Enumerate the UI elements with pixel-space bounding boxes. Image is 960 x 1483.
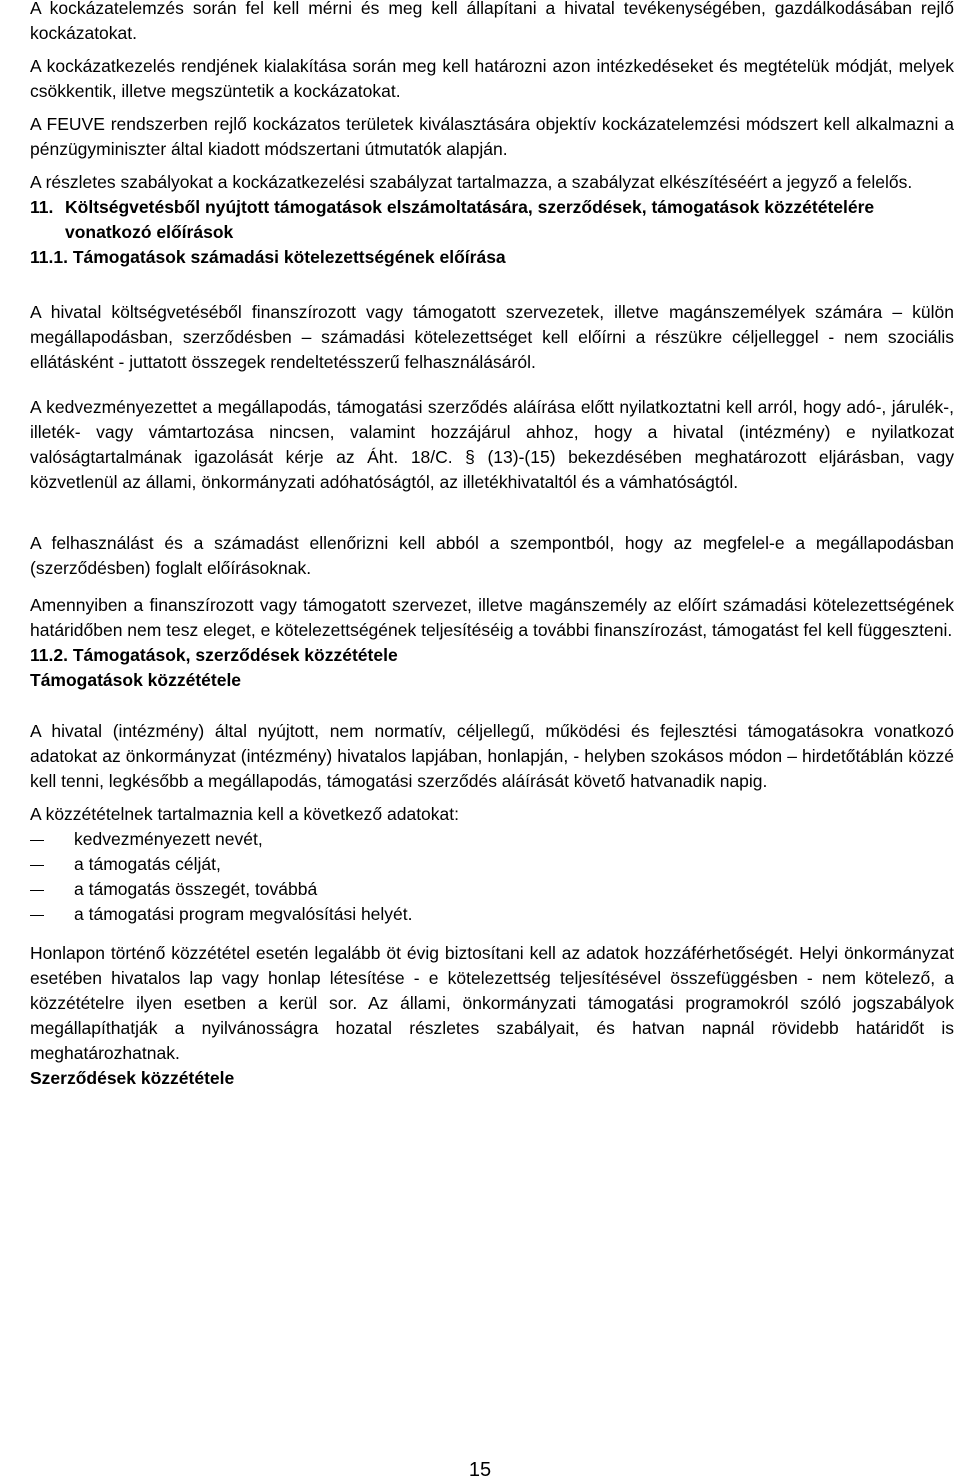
section-11-number: 11. bbox=[30, 197, 54, 217]
paragraph-risk-assessment: A kockázatelemzés során fel kell mérni és meg kell állapítani a hivatal tevékenységében, gazdálkodásában rejlő kockázatokat. bbox=[30, 0, 954, 43]
paragraph-grants-publication: A hivatal (intézmény) által nyújtott, nem normatív, céljellegű, működési és fejlesztési támogatásokra vonatkozó adatokat az önkormányzat (intézmény) hivatalos lapjában, honlapján, - helyben szokásos módon – hirdetőtáblán közzé kell tenni, legkésőbb a megállapodás, támogatási szerződés aláírását követő hatvanadik napig. bbox=[30, 721, 954, 791]
list-item: a támogatási program megvalósítási helyét. bbox=[74, 904, 413, 924]
list-item: a támogatás célját, bbox=[74, 854, 221, 874]
paragraph-website-publication: Honlapon történő közzététel esetén legalább öt évig biztosítani kell az adatok hozzáférhetőségét. Helyi önkormányzat esetében hivatalos lap vagy honlap létesítése - e kötelezettség teljesítésével összefüggésben - nem kötelező, a közzétételre ilyen esetben a kerül sor. Az állami, önkormányzati támogatási programokról szóló jogszabályok megállapíthatják a nyilvánosságra hozatal részletes szabályait, és hatvan napnál rövidebb határidőt is meghatározhatnak. bbox=[30, 943, 954, 1063]
section-11-2-heading: 11.2. Támogatások, szerződések közzététele bbox=[30, 645, 398, 665]
paragraph-detailed-rules: A részletes szabályokat a kockázatkezelési szabályzat tartalmazza, a szabályzat elkészítéséért a jegyző a felelős. bbox=[30, 172, 913, 192]
paragraph-accounting-obligation: A hivatal költségvetéséből finanszírozott vagy támogatott szervezetek, illetve magánszemélyek számára – külön megállapodásban, szerződésben – számadási kötelezettséget kell előírni a részükre céljelleggel - nem szociális ellátásként - juttatott összegek rendeltetésszerű felhasználásáról. bbox=[30, 302, 954, 372]
paragraph-beneficiary-declaration: A kedvezményezettet a megállapodás, támogatási szerződés aláírása előtt nyilatkoztatni kell arról, hogy adó-, járulék-, illeték- vagy vámtartozása nincsen, valamint hozzájárul ahhoz, hogy a hivatal (intézmény) e nyilatkozat valóságtartalmának igazolását kérje az Áht. 18/C. § (13)-(15) bekezdésében meghatározott eljárásban, vagy közvetlenül az állami, önkormányzati adóhatóságtól, az illetékhivataltól és a vámhatóságtól. bbox=[30, 397, 954, 492]
section-11-heading bbox=[30, 195, 954, 245]
required-data-list bbox=[30, 827, 954, 927]
paragraph-suspension: Amennyiben a finanszírozott vagy támogatott szervezet, illetve magánszemély az előírt számadási kötelezettségének határidőben nem tesz eleget, e kötelezettségének teljesítéséig a további finanszírozást, támogatást fel kell függeszteni. bbox=[30, 595, 954, 640]
paragraph-usage-check: A felhasználást és a számadást ellenőrizni kell abból a szempontból, hogy az megfelel-e a megállapodásban (szerződésben) foglalt előírásoknak. bbox=[30, 533, 954, 578]
subheading-contracts-publication: Szerződések közzététele bbox=[30, 1068, 235, 1088]
section-11-1-heading: 11.1. Támogatások számadási kötelezettségének előírása bbox=[30, 247, 506, 267]
paragraph-risk-management: A kockázatkezelés rendjének kialakítása során meg kell határozni azon intézkedéseket és megtételük módját, melyek csökkentik, illetve megszüntetik a kockázatokat. bbox=[30, 56, 954, 101]
paragraph-feuve: A FEUVE rendszerben rejlő kockázatos területek kiválasztására objektív kockázatelemzési módszert kell alkalmazni a pénzügyminiszter által kiadott módszertani útmutatók alapján. bbox=[30, 114, 954, 159]
page-number: 15 bbox=[468, 1459, 492, 1481]
subheading-grants-publication: Támogatások közzététele bbox=[30, 670, 242, 690]
list-item: a támogatás összegét, továbbá bbox=[74, 879, 318, 899]
section-11-title: Költségvetésből nyújtott támogatások elszámoltatására, szerződések, támogatások közzétételére vonatkozó előírások bbox=[65, 197, 875, 242]
list-item: kedvezményezett nevét, bbox=[74, 829, 263, 849]
paragraph-list-intro: A közzétételnek tartalmaznia kell a következő adatokat: bbox=[30, 804, 459, 824]
